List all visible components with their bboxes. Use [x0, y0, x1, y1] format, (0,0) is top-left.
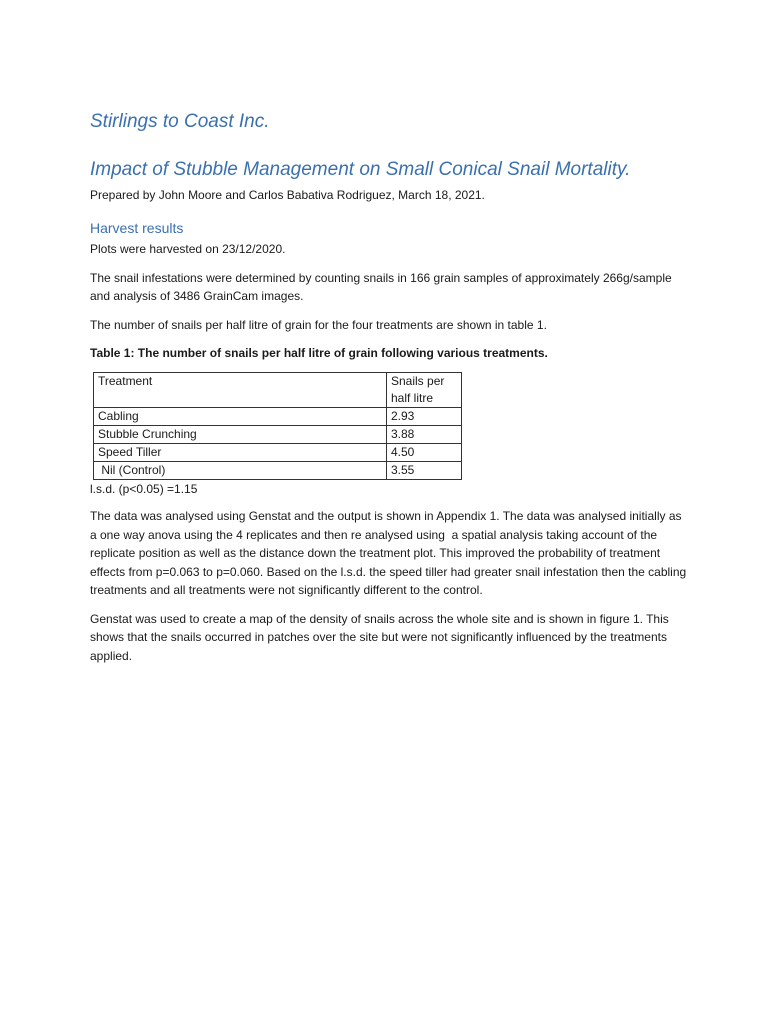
- analysis-paragraph: The data was analysed using Genstat and the output is shown in Appendix 1. The data was analysed initially as a one way anova using the 4 replicates and then re analysed using a spatial analysis taking account of the replicate position as well as the distance down the treatment plot. This improved the probability of treatment effects from p=0.063 to p=0.060. Based on the l.s.d. the speed tiller had greater snail infestation then the cabling treatments and all treatments were not significantly different to the control.: [90, 509, 690, 597]
- table-row: [94, 426, 462, 444]
- table-cell-treatment: Speed Tiller: [94, 444, 387, 462]
- table-cell-treatment: Stubble Crunching: [94, 426, 387, 444]
- document-content: [90, 108, 690, 665]
- results-table: [93, 372, 462, 480]
- infestation-paragraph: The snail infestations were determined by counting snails in 166 grain samples of approximately 266g/sample and analysis of 3486 GrainCam images.: [90, 270, 672, 303]
- organization-title: Stirlings to Coast Inc.: [90, 111, 270, 132]
- map-paragraph: Genstat was used to create a map of the density of snails across the whole site and is shown in figure 1. This shows that the snails occurred in patches over the site but were not significantly influenced by the treatments applied.: [90, 611, 669, 663]
- table-cell-value: 3.55: [387, 462, 462, 480]
- table-cell-value: 2.93: [387, 408, 462, 426]
- table-cell-treatment: Cabling: [94, 408, 387, 426]
- table-header-snails: Snails per half litre: [387, 373, 462, 408]
- lsd-note: l.s.d. (p<0.05) =1.15: [90, 482, 198, 496]
- table-row: [94, 444, 462, 462]
- harvest-date-paragraph: Plots were harvested on 23/12/2020.: [90, 242, 286, 256]
- table-row: [94, 408, 462, 426]
- table-cell-treatment: Nil (Control): [94, 462, 387, 480]
- table-row: [94, 462, 462, 480]
- table-cell-value: 4.50: [387, 444, 462, 462]
- table-caption: Table 1: The number of snails per half litre of grain following various treatments.: [90, 346, 548, 360]
- table-header-treatment: Treatment: [94, 373, 387, 408]
- table-cell-value: 3.88: [387, 426, 462, 444]
- document-title: Impact of Stubble Management on Small Conical Snail Mortality.: [90, 159, 631, 180]
- harvest-results-heading: Harvest results: [90, 220, 184, 236]
- table-intro-paragraph: The number of snails per half litre of grain for the four treatments are shown in table 1.: [90, 317, 547, 332]
- table-header-row: [94, 373, 462, 408]
- prepared-by-line: Prepared by John Moore and Carlos Babativa Rodriguez, March 18, 2021.: [90, 188, 485, 202]
